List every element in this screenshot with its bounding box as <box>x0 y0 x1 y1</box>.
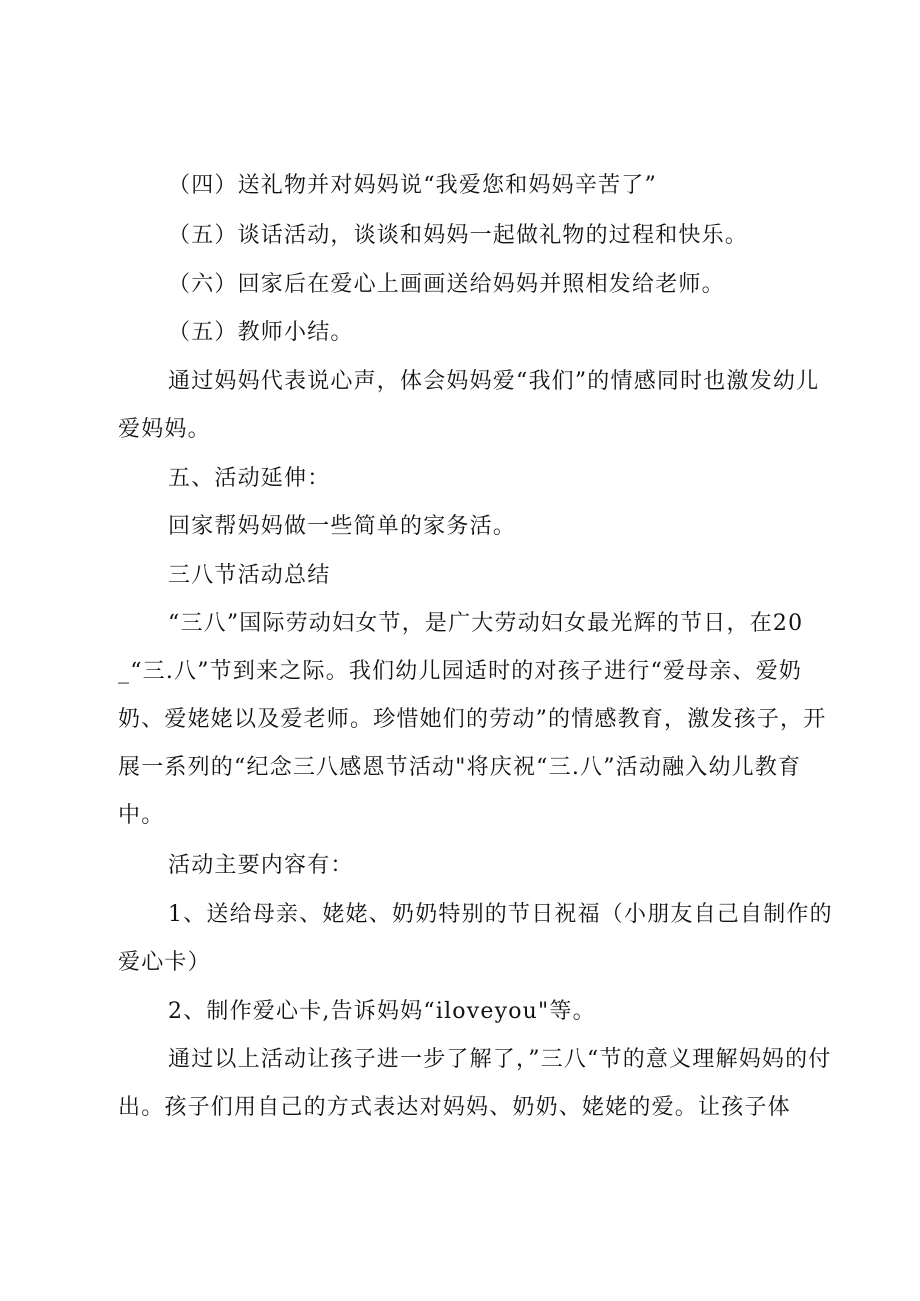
list-item-love-card: 2、制作爱心卡,告诉妈妈“iloveyou"等。 <box>168 999 596 1024</box>
paragraph-activity-conclusion: 通过以上活动让孩子进一步了解了，”三八“节的意义理解妈妈的付出。孩子们用自己的方式表达对妈妈、奶奶、姥姥的爱。让孩子体 <box>118 1047 832 1120</box>
paragraph-main-content-label: 活动主要内容有： <box>168 853 354 878</box>
section-heading-extension: 五、活动延伸： <box>168 466 331 491</box>
list-item-blessing: 1、送给母亲、姥姥、奶奶特别的节日祝福（小朋友自己自制作的爱心卡） <box>118 902 833 975</box>
paragraph-housework: 回家帮妈妈做一些简单的家务活。 <box>168 514 517 539</box>
paragraph-womens-day-intro: “三八”国际劳动妇女节，是广大劳动妇女最光辉的节日，在20_“三.八”节到来之际。我们幼儿园适时的对孩子进行“爱母亲、爱奶奶、爱姥姥以及爱老师。珍惜她们的劳动”的情感教育，激发孩子，开展一系列的“纪念三八感恩节活动"将庆祝“三.八”活动融入幼儿教育中。 <box>118 611 827 828</box>
paragraph-mother-voice: 通过妈妈代表说心声，体会妈妈爱“我们”的情感同时也激发幼儿爱妈妈。 <box>118 369 820 442</box>
paragraph-step-five-summary: （五）教师小结。 <box>168 320 354 345</box>
paragraph-step-five-talk: （五）谈话活动，谈谈和妈妈一起做礼物的过程和快乐。 <box>168 223 749 248</box>
heading-summary-title: 三八节活动总结 <box>168 563 331 588</box>
paragraph-step-four: （四）送礼物并对妈妈说“我爱您和妈妈辛苦了” <box>168 173 657 198</box>
paragraph-step-six: （六）回家后在爱心上画画送给妈妈并照相发给老师。 <box>168 272 725 297</box>
